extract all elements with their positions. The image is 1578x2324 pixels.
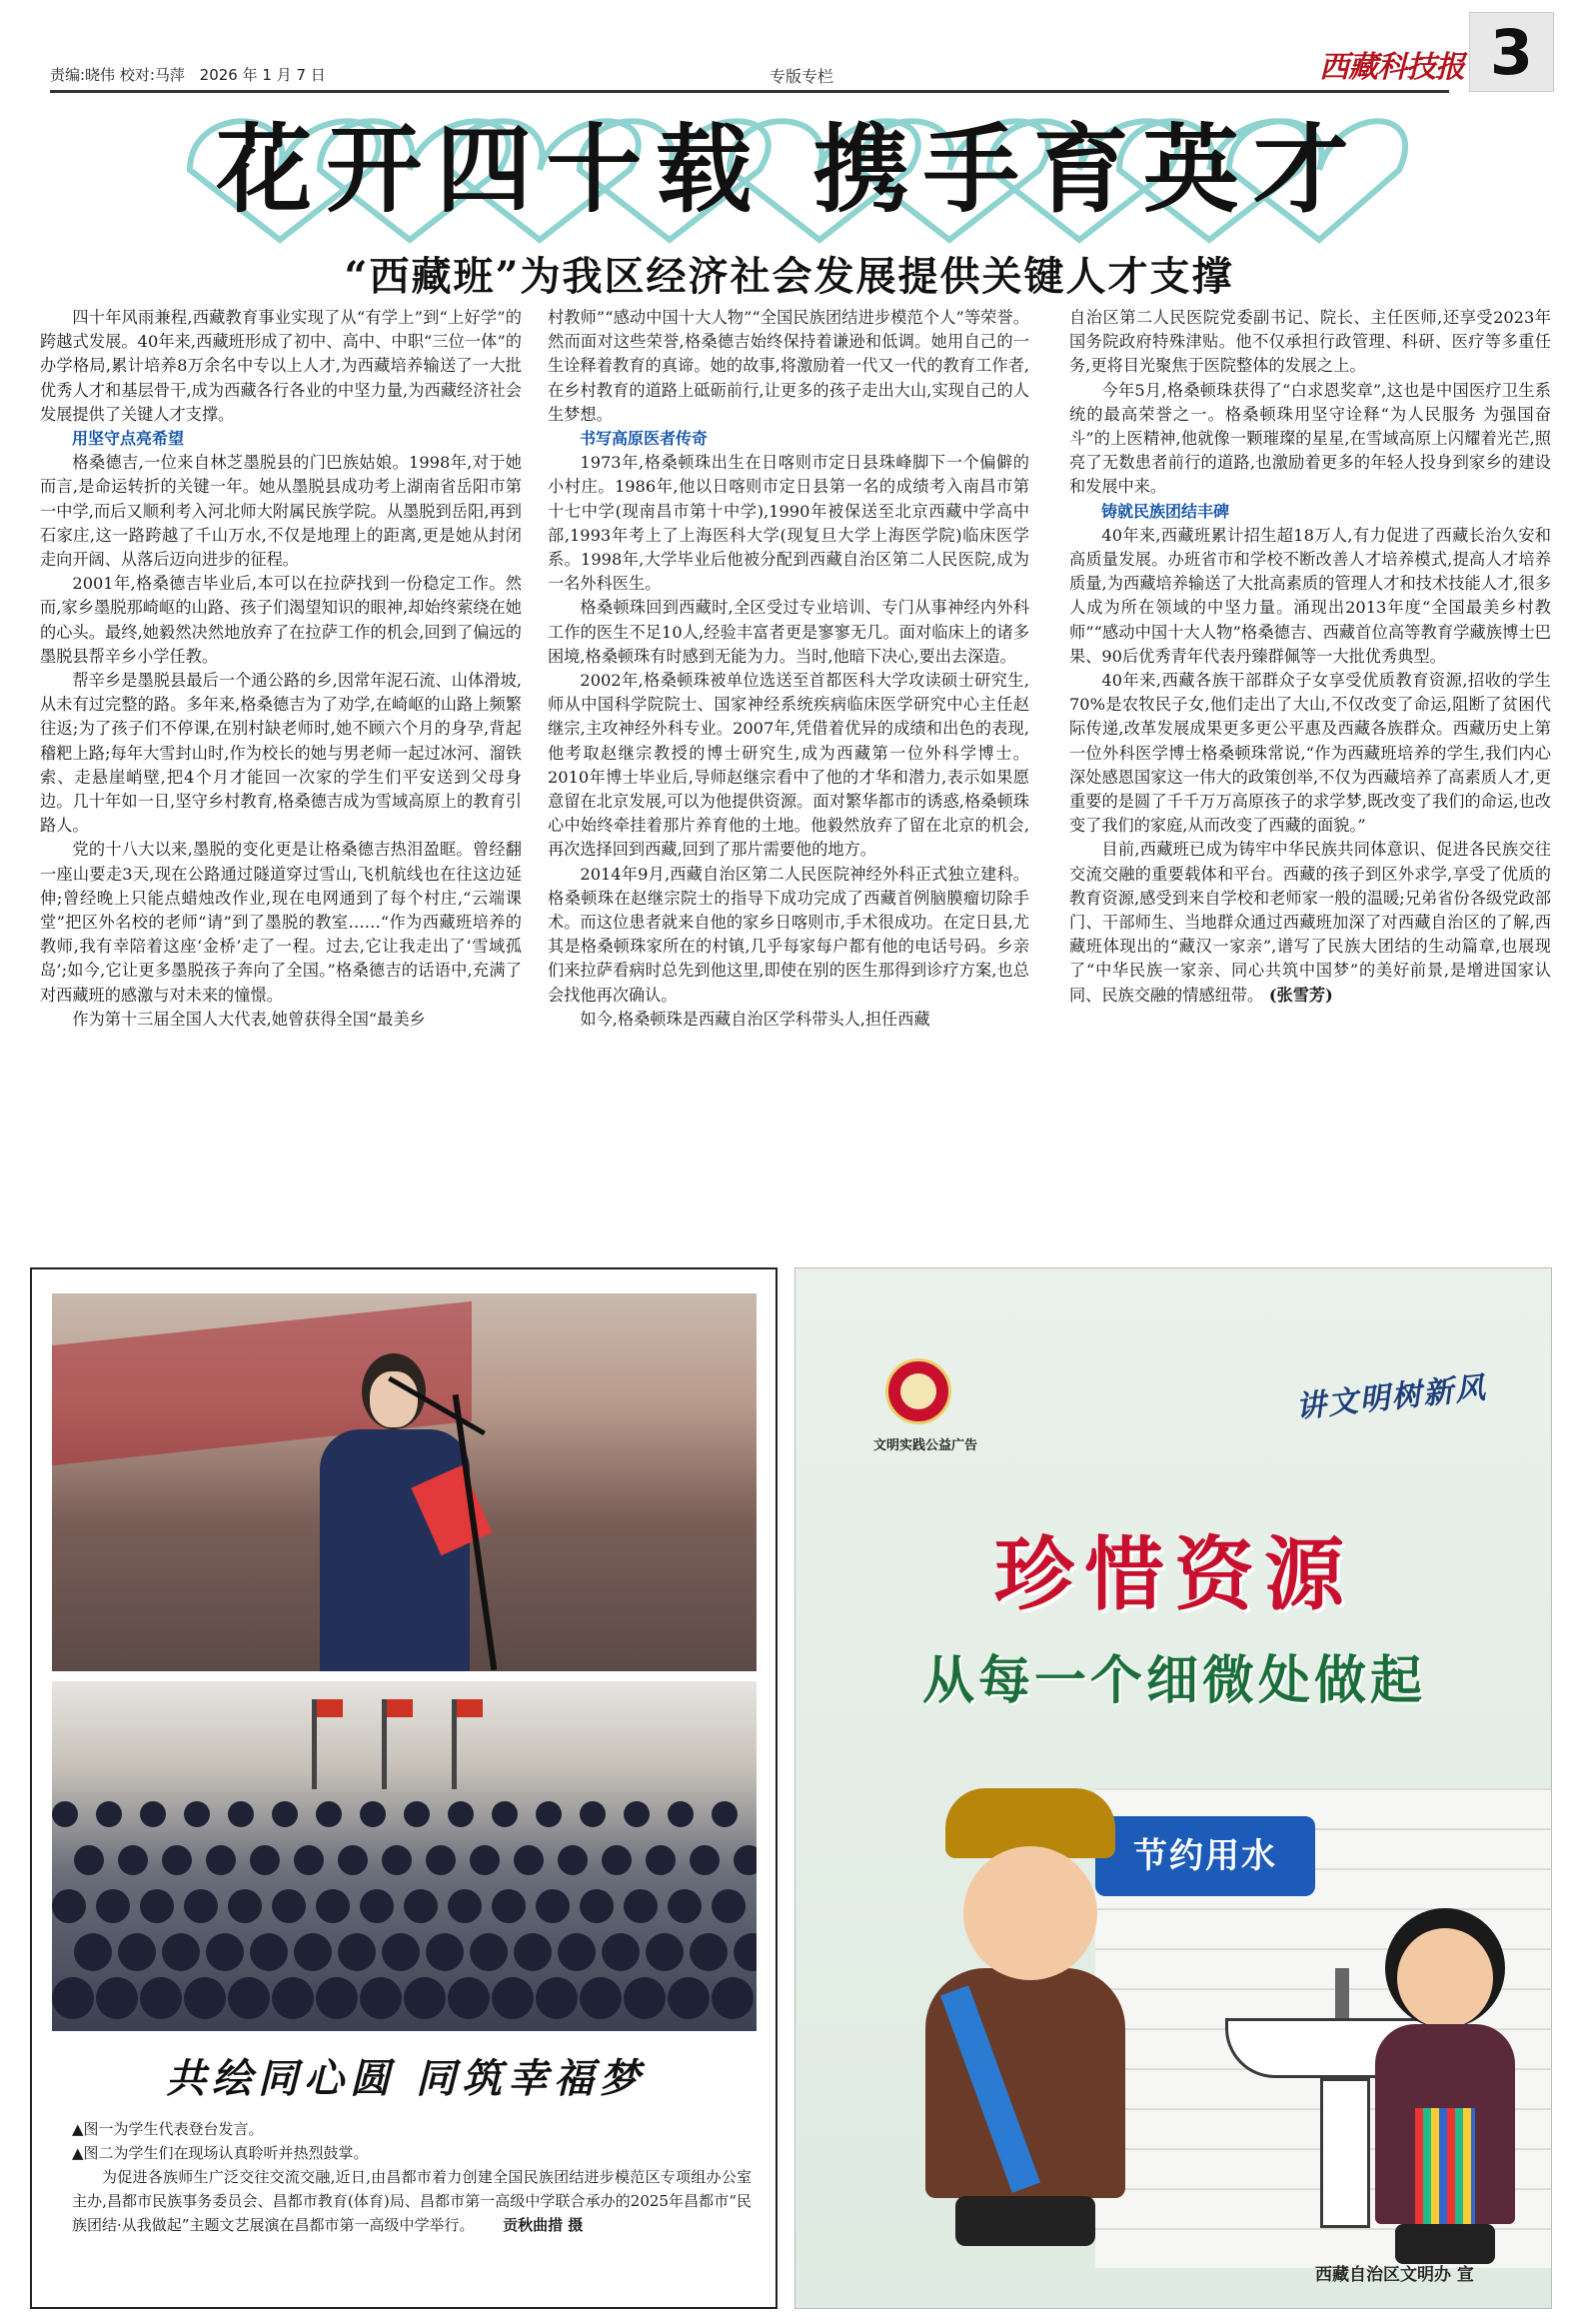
audience-member [184, 1977, 226, 2019]
faucet-icon [1335, 1968, 1349, 2022]
photo-caption [72, 2117, 752, 2237]
audience-member [228, 1977, 270, 2019]
audience-member [426, 1933, 464, 1971]
editor-credit: 责编:晓伟 校对:马萍 [50, 66, 185, 84]
main-title: 花开四十载 携手育英才 [216, 113, 1363, 226]
audience-member [448, 1801, 474, 1827]
audience-member [316, 1977, 358, 2019]
audience-member [316, 1801, 342, 1827]
article-column-1 [40, 306, 522, 1260]
audience-member [96, 1889, 130, 1923]
audience-member [52, 1977, 94, 2019]
article-paragraph: 自治区第二人民医院党委副书记、院长、主任医师,还享受2023年国务院政府特殊津贴。他不仅承担行政管理、科研、医疗等多重任务,更将目光聚焦于医院整体的发展之上。 [1069, 308, 1551, 376]
article-paragraph: 格桑德吉,一位来自林芝墨脱县的门巴族姑娘。1998年,对于她而言,是命运转折的关键一年。她从墨脱县成功考上湖南省岳阳市第一中学,而后又顺利考入河北师大附属民族学院。从墨脱到岳阳,再到石家庄,这一路跨越了千山万水,不仅是地理上的距离,更是她从封闭走向开阔、从落后迈向进步的征程。 [40, 453, 522, 570]
article-paragraph: 如今,格桑顿珠是西藏自治区学科带头人,担任西藏 [580, 1009, 930, 1029]
caption-line-2: ▲图二为学生们在现场认真聆听并热烈鼓掌。 [72, 2144, 369, 2162]
audience-member [250, 1845, 280, 1875]
audience-crowd [52, 1801, 757, 2031]
page-header [30, 12, 1554, 87]
header-rule [50, 90, 1449, 93]
audience-member [492, 1889, 526, 1923]
audience-member [470, 1933, 508, 1971]
audience-member [52, 1889, 86, 1923]
audience-member [184, 1801, 210, 1827]
article-paragraph: 帮辛乡是墨脱县最后一个通公路的乡,因常年泥石流、山体滑坡,从未有过完整的路。多年来,格桑德吉为了劝学,在崎岖的山路上频繁往返;为了孩子们不停课,在别村缺老师时,她不顾六个月的身孕,背起稽粑上路;每年大雪封山时,作为校长的她与男老师一起过冰河、溜铁索、走悬崖峭壁,把4个月才能回一次家的学生们平安送到父母身边。几十年如一日,坚守乡村教育,格桑德吉成为雪域高原上的教育引路人。 [40, 671, 522, 836]
audience-member [514, 1845, 544, 1875]
audience-member [536, 1977, 578, 2019]
section-heading: 书写高原医者传奇 [580, 429, 709, 449]
article-paragraph: 2001年,格桑德吉毕业后,本可以在拉萨找到一份稳定工作。然而,家乡墨脱那崎岖的山路、孩子们渴望知识的眼神,却始终萦绕在她的心头。最终,她毅然决然地放弃了在拉萨工作的机会,回到了偏远的墨脱县帮辛乡小学任教。 [40, 574, 522, 666]
audience-member [448, 1977, 490, 2019]
audience-member [162, 1933, 200, 1971]
civilization-emblem-icon [885, 1358, 951, 1424]
tibetan-girl-illustration [1365, 1908, 1525, 2268]
ad-slogan-brush: 讲文明树新风 [1294, 1370, 1489, 1425]
audience-member [492, 1977, 534, 2019]
audience-member [316, 1889, 350, 1923]
sink-pedestal [1320, 2078, 1370, 2228]
audience-member [140, 1889, 174, 1923]
article-author: (张雪芳) [1263, 985, 1333, 1005]
article-column-3 [1069, 306, 1551, 1260]
photo-credit: 贡秋曲措 摄 [503, 2216, 584, 2234]
audience-member [272, 1889, 306, 1923]
audience-member [360, 1801, 386, 1827]
section-heading: 用坚守点亮希望 [72, 429, 185, 449]
article-paragraph: 村教师”“感动中国十大人物”“全国民族团结进步模范个人”等荣誉。然而面对这些荣誉,格桑德吉始终保持着谦逊和低调。她用自己的一生诠释着教育的真谛。她的故事,将激励着一代又一代的教育工作者,在乡村教育的道路上砥砺前行,让更多的孩子走出大山,实现自己的人生梦想。 [548, 308, 1029, 424]
header-meta [50, 64, 336, 85]
article-paragraph: 四十年风雨兼程,西藏教育事业实现了从“有学上”到“上好学”的跨越式发展。40年来,西藏班形成了初中、高中、中职“三位一体”的办学格局,累计培养8万余名中专以上人才,为西藏培养输送了一大批优秀人才和基层骨干,成为西藏各行各业的中坚力量,为西藏经济社会发展提供了关键人才支撑。 [40, 308, 522, 424]
audience-member [690, 1933, 728, 1971]
audience-member [580, 1801, 606, 1827]
audience-member [272, 1801, 298, 1827]
audience-member [206, 1845, 236, 1875]
audience-member [470, 1845, 500, 1875]
audience-member [536, 1801, 562, 1827]
article-paragraph: 目前,西藏班已成为铸牢中华民族共同体意识、促进各民族交往交流交融的重要载体和平台。西藏的孩子到区外求学,享受了优质的教育资源,感受到来自学校和老师家一般的温暖;兄弟省份各级党政部门、干部师生、当地群众通过西藏班加深了对西藏自治区的了解,西藏班体现出的“藏汉一家亲”,谱写了民族大团结的生动篇章,也展现了“中华民族一家亲、同心共筑中国梦”的美好前景,是增进国家认同、民族交融的情感纽带。 (张雪芳) [1069, 840, 1551, 1005]
audience-member [118, 1845, 148, 1875]
audience-member [228, 1801, 254, 1827]
ad-subheadline: 从每一个细微处做起 [921, 1651, 1426, 1711]
audience-member [338, 1933, 376, 1971]
section-heading: 铸就民族团结丰碑 [1101, 501, 1230, 521]
audience-member [668, 1889, 702, 1923]
audience-member [228, 1889, 262, 1923]
photo-audience [52, 1681, 757, 2031]
audience-member [338, 1845, 368, 1875]
audience-member [426, 1845, 456, 1875]
article-paragraph: 格桑顿珠回到西藏时,全区受过专业培训、专门从事神经内外科工作的医生不足10人,经验丰富者更是寥寥无几。面对临床上的诸多困境,格桑顿珠有时感到无能为力。当时,他暗下决心,要出去深造。 [548, 598, 1029, 666]
audience-member [206, 1933, 244, 1971]
audience-member [360, 1889, 394, 1923]
audience-member [74, 1845, 104, 1875]
subtitle: “西藏班”为我区经济社会发展提供关键人才支撑 [344, 253, 1234, 300]
audience-member [734, 1845, 757, 1875]
audience-member [514, 1933, 552, 1971]
audience-member [272, 1977, 314, 2019]
photo-news-block [30, 1267, 778, 2309]
audience-member [96, 1801, 122, 1827]
article-paragraph: 1973年,格桑顿珠出生在日喀则市定日县珠峰脚下一个偏僻的小村庄。1986年,他以日喀则市定日县第一名的成绩考入南昌市第十七中学(现南昌市第十中学),1990年被保送至北京西藏中学高中部,1993年考上了上海医科大学(现复旦大学上海医学院)临床医学系。1998年,大学毕业后他被分配到西藏自治区第二人民医院,成为一名外科医生。 [548, 453, 1029, 594]
audience-member [668, 1801, 694, 1827]
headline-block [170, 95, 1409, 245]
audience-member [558, 1845, 588, 1875]
ad-headline: 珍惜资源 [994, 1528, 1354, 1621]
audience-member [294, 1845, 324, 1875]
audience-member [52, 1801, 78, 1827]
audience-member [404, 1889, 438, 1923]
audience-member [624, 1801, 650, 1827]
audience-member [140, 1977, 182, 2019]
audience-member [162, 1845, 192, 1875]
audience-member [250, 1933, 288, 1971]
audience-member [184, 1889, 218, 1923]
tibetan-boy-illustration [915, 1788, 1135, 2248]
audience-member [360, 1977, 402, 2019]
audience-member [118, 1933, 156, 1971]
audience-member [382, 1933, 420, 1971]
audience-member [448, 1889, 482, 1923]
article-paragraph: 今年5月,格桑顿珠获得了“白求恩奖章”,这也是中国医疗卫生系统的最高荣誉之一。格桑顿珠用坚守诠释“为人民服务 为强国奋斗”的上医精神,他就像一颗璀璨的星星,在雪域高原上闪耀着光芒,照亮了无数患者前行的道路,也激励着更多的年轻人投身到家乡的建设和发展中来。 [1069, 380, 1551, 497]
audience-member [602, 1845, 632, 1875]
audience-member [602, 1933, 640, 1971]
article-paragraph: 2002年,格桑顿珠被单位选送至首都医科大学攻读硕士研究生,师从中国科学院院士、国家神经系统疾病临床医学研究中心主任赵继宗,主攻神经外科专业。2007年,凭借着优异的成绩和出色的表现,他考取赵继宗教授的博士研究生,成为西藏第一位外科学博士。2010年博士毕业后,导师赵继宗看中了他的才华和潜力,表示如果愿意留在北京发展,可以为他提供资源。面对繁华都市的诱惑,格桑顿珠心中始终牵挂着那片养育他的土地。他毅然放弃了留在北京的机会,再次选择回到西藏,回到了那片需要他的地方。 [548, 671, 1029, 860]
audience-member [624, 1889, 658, 1923]
audience-member [96, 1977, 138, 2019]
article-paragraph: 2014年9月,西藏自治区第二人民医院神经外科正式独立建科。格桑顿珠在赵继宗院士的指导下成功完成了西藏首例脑膜瘤切除手术。而这位患者就来自他的家乡日喀则市,手术很成功。在定日县,尤其是格桑顿珠家所在的村镇,几乎每家每户都有他的电话号码。乡亲们来拉萨看病时总先到他这里,即使在别的医生那得到诊疗方案,也总会找他再次确认。 [548, 864, 1029, 1005]
student-speaker-figure [312, 1353, 472, 1671]
article-body [40, 306, 1549, 1260]
article-paragraph: 40年来,西藏各族干部群众子女享受优质教育资源,招收的学生70%是农牧民子女,他们走出了大山,不仅改变了命运,阻断了贫困代际传递,改革发展成果更多更公平惠及西藏各族群众。西藏历史上第一位外科医学博士格桑顿珠常说,“作为西藏班培养的学生,我们内心深处感恩国家这一伟大的政策创举,不仅为西藏培养了高素质人才,更重要的是圆了千千万万高原孩子的求学梦,既改变了我们的命运,也改变了我们的家庭,从而改变了西藏的面貌。” [1069, 671, 1551, 836]
audience-member [558, 1933, 596, 1971]
save-water-sign: 节约用水 [1095, 1816, 1315, 1896]
page-number: 3 [1469, 12, 1554, 92]
caption-line-1: ▲图一为学生代表登台发言。 [72, 2120, 264, 2138]
article-paragraph: 作为第十三届全国人大代表,她曾获得全国“最美乡 [72, 1009, 426, 1029]
audience-member [492, 1801, 518, 1827]
ad-sponsor: 西藏自治区文明办 宣 [1315, 2265, 1474, 2285]
audience-member [712, 1977, 754, 2019]
audience-member [712, 1889, 746, 1923]
audience-member [624, 1977, 666, 2019]
audience-member [404, 1801, 430, 1827]
audience-member [580, 1889, 614, 1923]
photo-student-speaker [52, 1293, 757, 1671]
audience-member [690, 1845, 720, 1875]
paper-logo: 西藏科技报 [1319, 50, 1464, 85]
article-paragraph: 40年来,西藏班累计招生超18万人,有力促进了西藏长治久安和高质量发展。办班省市和学校不断改善人才培养模式,提高人才培养质量,为西藏培养输送了大批高素质的管理人才和技术技能人才,很多人成为所在领域的中坚力量。涌现出2013年度“全国最美乡村教师”“感动中国十大人物”格桑德吉、西藏首位高等教育学藏族博士巴果、90后优秀青年代表丹臻群佩等一大批优秀典型。 [1069, 525, 1551, 666]
photo-block-title: 共绘同心圆 同筑幸福梦 [166, 2055, 646, 2102]
ad-org-label: 文明实践公益广告 [872, 1438, 977, 1453]
audience-member [294, 1933, 332, 1971]
issue-date: 2026 年 1 月 7 日 [199, 66, 326, 84]
article-column-2 [548, 306, 1029, 1260]
article-paragraph: 党的十八大以来,墨脱的变化更是让格桑德吉热泪盈眶。曾经翻一座山要走3天,现在公路通过隧道穿过雪山,飞机航线也在往这边延伸;曾经晚上只能点蜡烛改作业,现在电网通到了每个村庄,“云端课堂”把区外名校的老师“请”到了墨脱的教室……“作为西藏班培养的教师,我有幸陪着这座‘金桥’走了一程。过去,它让我走出了‘雪域孤岛’;如今,它让更多墨脱孩子奔向了全国。”格桑德吉的话语中,充满了对西藏班的感激与对未来的憧憬。 [40, 840, 522, 1005]
audience-member [536, 1889, 570, 1923]
audience-member [140, 1801, 166, 1827]
audience-member [712, 1801, 738, 1827]
audience-member [668, 1977, 710, 2019]
audience-member [580, 1977, 622, 2019]
audience-member [382, 1845, 412, 1875]
audience-member [74, 1933, 112, 1971]
audience-member [646, 1845, 676, 1875]
caption-body: 为促进各族师生广泛交往交流交融,近日,由昌都市着力创建全国民族团结进步模范区专项组办公室主办,昌都市民族事务委员会、昌都市教育(体育)局、昌都市第一高级中学联合承办的2025年昌都市“民族团结·从我做起”主题文艺展演在昌都市第一高级中学举行。 [72, 2168, 752, 2234]
audience-member [646, 1933, 684, 1971]
section-name: 专版专栏 [770, 67, 834, 86]
audience-member [404, 1977, 446, 2019]
audience-member [734, 1933, 757, 1971]
public-service-ad [794, 1267, 1552, 2309]
